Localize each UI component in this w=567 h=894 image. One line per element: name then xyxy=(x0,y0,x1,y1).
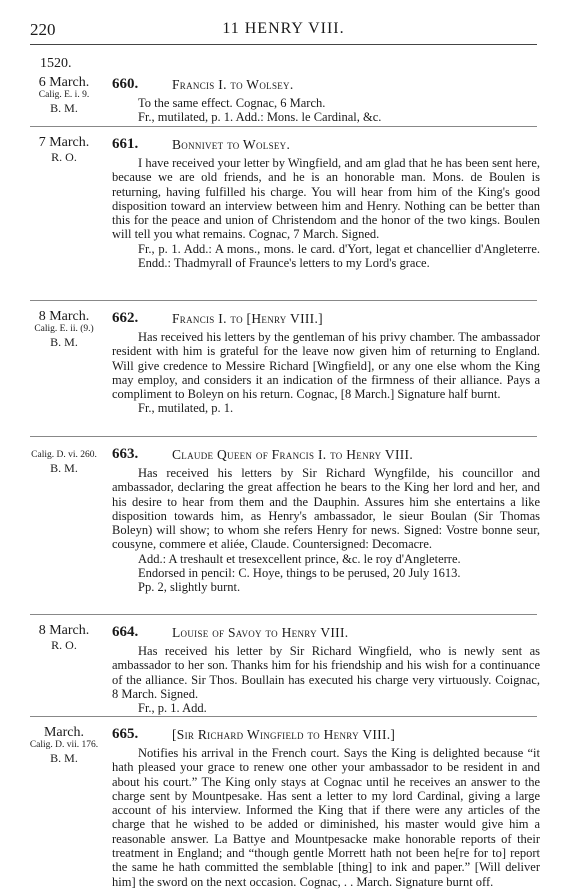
entry-number: 664. xyxy=(112,624,139,640)
entry-number: 662. xyxy=(112,310,139,326)
entry-margin xyxy=(26,310,102,349)
entry-separator xyxy=(30,126,537,127)
entry-reference: Calig. D. vi. 260. xyxy=(31,450,97,460)
entry-title: Claude Queen of Francis I. to Henry VIII. xyxy=(172,447,414,462)
entry-note: Fr., p. 1. Add. xyxy=(138,701,207,716)
entry-paragraph: Has received his letters by the gentleman of his privy chamber. The ambassador resident with him is grateful for the leave now given him of returning to England. Will give credence to Messire Richard [Wingfield], or any one else whom the King may employ, and considers it an indication of the firmness of their alliance. Pays a compliment to Boleyn on his return. Cognac, [8 March.] Signature half burnt. xyxy=(112,330,540,402)
entry-body xyxy=(112,466,540,595)
entry-date: 8 March. xyxy=(38,309,90,324)
entry-body xyxy=(112,156,540,270)
entry-archive: B. M. xyxy=(50,751,78,765)
entry-title: Louise of Savoy to Henry VIII. xyxy=(172,625,349,640)
entry-paragraph: To the same effect. Cognac, 6 March. xyxy=(138,96,326,110)
page-number: 220 xyxy=(30,20,56,39)
entry-body xyxy=(112,96,540,125)
entry-date: 8 March. xyxy=(38,623,90,638)
year-label: 1520. xyxy=(40,56,72,71)
entry-separator xyxy=(30,716,537,717)
entry-separator xyxy=(30,436,537,437)
entry-separator xyxy=(30,300,537,301)
entry-margin xyxy=(26,136,102,164)
entry-paragraph: Has received his letters by Sir Richard Wyngfilde, his councillor and ambassador, declaring the great affection he bears to the King her lord and her, and his desire to hear from them and the Dauphin. Assures him she entertains a like disposition towards him, as Henry's ambassador, le sieur Boulan (Sir Thomas Boleyn) will show; to whom she refers Henry for news. Signed: Vostre bonne seur, cousyne, commere et aliée, Claude. Countersigned: Decomacre. xyxy=(112,466,540,552)
header-rule xyxy=(30,44,537,45)
entry-note: Fr., mutilated, p. 1. xyxy=(138,401,234,416)
entry-margin xyxy=(26,726,102,765)
entry-separator xyxy=(30,614,537,615)
entry-archive: B. M. xyxy=(50,461,78,475)
entry-number: 661. xyxy=(112,136,139,152)
entry-note: Add.: A treshault et tresexcellent prince, &c. le roy d'Angleterre. xyxy=(138,551,461,566)
entry-note: Fr., p. 1. Add.: A mons., mons. le card. d'Yort, legat et chancellier d'Angleterre. Endd.: Thadmyrall of Fraunce's letters to my Lord's grace. xyxy=(138,241,540,271)
entry-number: 660. xyxy=(112,76,139,92)
running-title: 11 HENRY VIII. xyxy=(222,20,345,37)
entry-paragraph: I have received your letter by Wingfield, and am glad that he has been sent here, because we are old friends, and he is an honorable man. Mons. de Boulen is returning, having fulfilled his charge. You will hear from him of the King's good disposition toward an interview between him and Henry. Nothing can be better than this for the peace and union of Christendom and the honor of the two kings. Boulen will tell you what remains. Cognac, 7 March. Signed. xyxy=(112,156,540,242)
entry-margin xyxy=(26,76,102,115)
entry-number: 663. xyxy=(112,446,139,462)
entry-margin xyxy=(26,450,102,475)
entry-paragraph: Notifies his arrival in the French court. Says the King is delighted because “it hath pleased your grace to renew one other your ambassador to be resident in and about his court.” The King only stays at Cognac until he receives an answer to the charge sent by Mountpesake. Has sent a letter to my lord Cardinal, giving a large account of his interview. Informed the King that if there were any articles of the charge that he wished to be added or diminished, his master would give him a reasonable answer. La Battye and Mountpesacke make honorable reports of their treatment in England; and “though gentle Morrett hath not been he[re for to] report the same he hath committed the semblable [thing] to ink and paper.” [Will deliver him] the sword on the next occasion. Cognac, . . March. Signature burnt off. xyxy=(112,746,540,889)
entry-note: Endorsed in pencil: C. Hoye, things to be perused, 20 July 1613. xyxy=(138,566,461,581)
entry-body xyxy=(112,330,540,416)
entry-date: 6 March. xyxy=(38,75,90,90)
entry-title: Francis I. to Wolsey. xyxy=(172,77,294,92)
entry-title: Francis I. to [Henry VIII.] xyxy=(172,311,323,326)
entry-paragraph: Has received his letter by Sir Richard Wingfield, who is newly sent as ambassador to her son. Thanks him for his friendship and his wish for a continuance of the alliance. Sir Thos. Boullain has executed his charge very virtuously. Coignac, 8 March. Signed. xyxy=(112,644,540,701)
entry-date: March. xyxy=(43,725,85,740)
entry-body xyxy=(112,746,540,889)
entry-margin xyxy=(26,624,102,652)
entry-body xyxy=(112,644,540,715)
entry-date: 7 March. xyxy=(38,135,90,150)
entry-title: [Sir Richard Wingfield to Henry VIII.] xyxy=(172,727,396,742)
entry-reference: Calig. E. i. 9. xyxy=(38,90,90,100)
entry-archive: B. M. xyxy=(50,335,78,349)
entry-archive: R. O. xyxy=(51,150,77,164)
entry-title: Bonnivet to Wolsey. xyxy=(172,137,291,152)
entry-number: 665. xyxy=(112,726,139,742)
entry-reference: Calig. E. ii. (9.) xyxy=(34,324,94,334)
page-header xyxy=(30,12,537,42)
entry-note: Pp. 2, slightly burnt. xyxy=(138,580,241,595)
entry-reference: Calig. D. vii. 176. xyxy=(29,740,99,750)
entry-archive: R. O. xyxy=(51,638,77,652)
entry-archive: B. M. xyxy=(50,101,78,115)
entry-note: Fr., mutilated, p. 1. Add.: Mons. le Cardinal, &c. xyxy=(138,110,382,125)
